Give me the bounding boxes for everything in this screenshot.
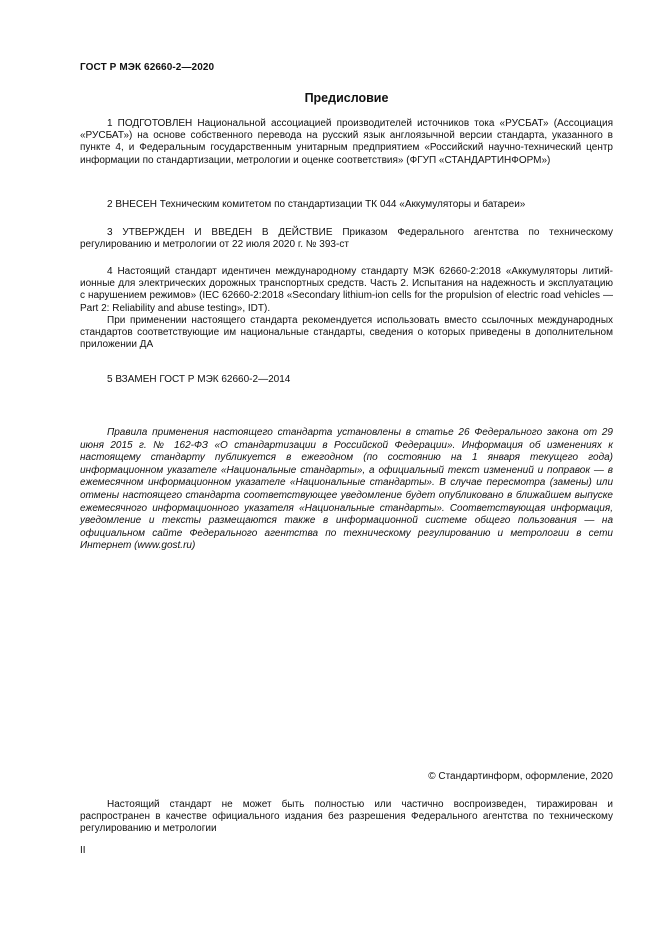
- copyright-line: © Стандартинформ, оформление, 2020: [428, 771, 613, 782]
- paragraph-identical-standard: [80, 266, 613, 351]
- paragraph-text: 4 Настоящий стандарт идентичен международному стандарту МЭК 62660-2:2018 «Аккумуляторы литий-ионные для электрических дорожных транспортных средств. Часть 2. Испытания на надежность и эксплуатацию с нарушением режимов» (IEC 62660-2:2018 «Secondary lithium-ion cells for the propulsion of electric road vehicles — Part 2: Reliability and abuse testing», IDT).: [80, 266, 613, 314]
- paragraph-introduced-by: [80, 199, 613, 211]
- paragraph-approved: [80, 227, 613, 251]
- paragraph-prepared-by: [80, 118, 613, 167]
- paragraph-text: 2 ВНЕСЕН Техническим комитетом по стандартизации ТК 044 «Аккумуляторы и батареи»: [107, 199, 526, 210]
- notice-text: Настоящий стандарт не может быть полностью или частично воспроизведен, тиражирован и распространен в качестве официального издания без разрешения Федерального агентства по техническому регулированию и метрологии: [80, 799, 613, 835]
- document-code-header: ГОСТ Р МЭК 62660-2—2020: [80, 62, 215, 73]
- paragraph-text: При применении настоящего стандарта рекомендуется использовать вместо ссылочных международных стандартов соответствующие им национальные стандарты, сведения о которых приведены в дополнительном приложении ДА: [80, 314, 613, 351]
- application-rules-notice: [80, 427, 613, 553]
- paragraph-text: 1 ПОДГОТОВЛЕН Национальной ассоциацией производителей источников тока «РУСБАТ» (Ассоциация «РУСБАТ») на основе собственного перевода на русский язык англоязычной версии стандарта, указанного в пункте 4, и Федеральным государственным унитарным предприятием «Российский научно-технический центр информации по стандартизации, метрологии и оценке соответствия» (ФГУП «СТАНДАРТИНФОРМ»): [80, 118, 613, 166]
- page-title: Предисловие: [304, 91, 389, 105]
- paragraph-text: 3 УТВЕРЖДЕН И ВВЕДЕН В ДЕЙСТВИЕ Приказом Федерального агентства по техническому регулированию и метрологии от 22 июля 2020 г. № 393-ст: [80, 227, 613, 251]
- notice-text: Правила применения настоящего стандарта установлены в статье 26 Федерального закона от 29 июня 2015 г. № 162-ФЗ «О стандартизации в Российской Федерации». Информация об изменениях к настоящему стандарту публикуется в ежегодном (по состоянию на 1 января текущего года) информационном указателе «Национальные стандарты», а официальный текст изменений и поправок — в ежемесячном информационном указателе «Национальные стандарты». В случае пересмотра (замены) или отмены настоящего стандарта соответствующее уведомление будет опубликовано в ближайшем выпуске ежемесячного информационного указателя «Национальные стандарты». Соответствующая информация, уведомление и тексты размещаются также в информационной системе общего пользования — на официальном сайте Федерального агентства по техническому регулированию и метрологии в сети Интернет (www.gost.ru): [80, 427, 613, 552]
- reproduction-notice: [80, 799, 613, 836]
- paragraph-replaces: [80, 374, 613, 386]
- paragraph-text: 5 ВЗАМЕН ГОСТ Р МЭК 62660-2—2014: [107, 374, 291, 385]
- page-number: II: [80, 845, 86, 856]
